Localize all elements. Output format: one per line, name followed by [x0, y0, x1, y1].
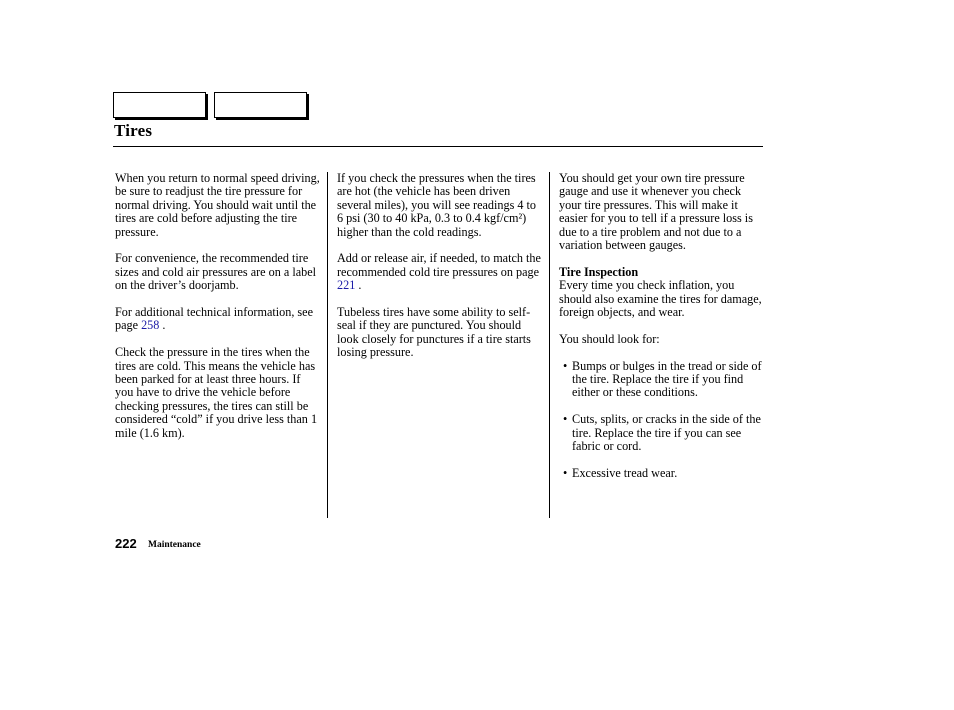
header-tab-box-1	[113, 92, 206, 118]
bullet: •	[563, 465, 568, 480]
paragraph	[337, 252, 543, 292]
paragraph-end: .	[159, 318, 166, 333]
list-item	[559, 360, 765, 400]
paragraph: You should get your own tire pressure gauge and use it whenever you check your tire pressures. This will make it easier for you to tell if a pressure loss is due to a tire problem and not due to a variation between gauges.	[559, 171, 753, 253]
paragraph: Check the pressure in the tires when the tires are cold. This means the vehicle has been parked for at least three hours. If you have to drive the vehicle before checking pressures, the tires can still be considered “cold” if you drive less than 1 mile (1.6 km).	[115, 345, 318, 440]
list-item	[559, 467, 765, 480]
column-divider	[327, 172, 328, 518]
paragraph-text: For additional technical information, see page	[115, 305, 313, 333]
page-link-258[interactable]: 258	[141, 318, 160, 333]
inspection-list	[559, 360, 765, 481]
column-divider	[549, 172, 550, 518]
column-2	[337, 172, 543, 373]
list-item-text: Cuts, splits, or cracks in the side of the tire. Replace the tire if you can see fabric or cord.	[572, 412, 761, 454]
header-tab-box-2	[214, 92, 307, 118]
page-number: 222	[115, 536, 137, 551]
list-item-text: Bumps or bulges in the tread or side of the tire. Replace the tire if you find either or these conditions.	[572, 358, 762, 400]
column-3	[559, 172, 765, 494]
paragraph: When you return to normal speed driving, be sure to readjust the tire pressure for normal driving. You should wait until the tires are cold before adjusting the tire pressure.	[115, 171, 320, 239]
title-divider	[113, 146, 763, 147]
paragraph-end: .	[355, 278, 362, 293]
paragraph: Tubeless tires have some ability to self-seal if they are punctured. You should look closely for punctures if a tire starts losing pressure.	[337, 305, 531, 360]
bullet: •	[563, 412, 568, 427]
section-name: Maintenance	[148, 540, 201, 550]
bullet: •	[563, 358, 568, 373]
paragraph: You should look for:	[559, 331, 660, 346]
paragraph: If you check the pressures when the tires are hot (the vehicle has been driven several miles), you will see readings 4 to 6 psi (30 to 40 kPa, 0.3 to 0.4 kgf/cm²) higher than the cold readings.	[337, 171, 537, 239]
paragraph	[115, 306, 321, 333]
page-link-221[interactable]: 221	[337, 278, 356, 293]
column-1	[115, 172, 321, 453]
subheading-tire-inspection: Tire Inspection	[559, 264, 639, 279]
paragraph-text: Add or release air, if needed, to match the recommended cold tire pressures on page	[337, 251, 541, 279]
list-item-text: Excessive tread wear.	[572, 465, 678, 480]
list-item	[559, 413, 765, 453]
paragraph: Every time you check inflation, you should also examine the tires for damage, foreign objects, and wear.	[559, 278, 762, 320]
paragraph: For convenience, the recommended tire sizes and cold air pressures are on a label on the driver’s doorjamb.	[115, 251, 317, 293]
page-title: Tires	[114, 121, 153, 140]
